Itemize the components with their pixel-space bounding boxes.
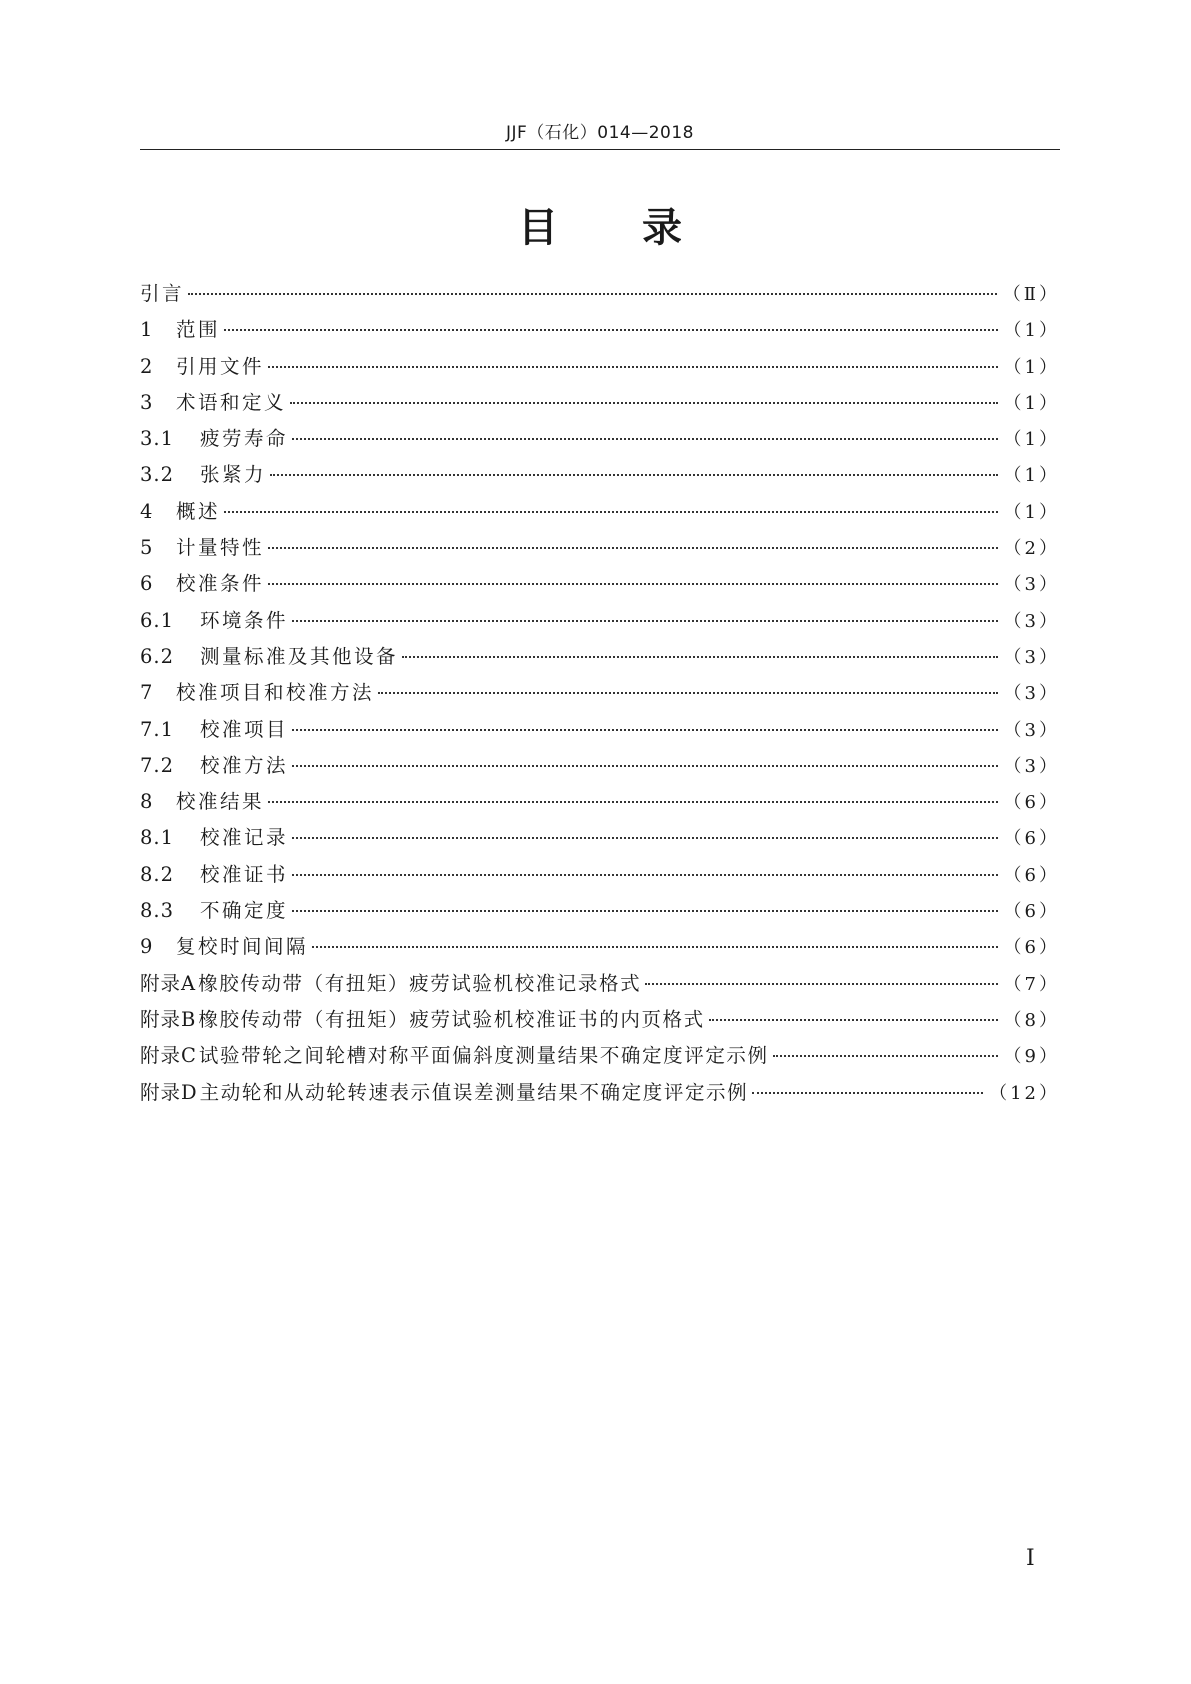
toc-entry[interactable] (140, 278, 1060, 314)
toc-entry-label: 校准证书 (200, 862, 289, 886)
toc-entry-number: 6.2 (140, 644, 175, 668)
toc-entry-page: （3） (1003, 683, 1060, 705)
toc-entry-label: 概述 (176, 499, 221, 523)
table-of-contents (140, 278, 1060, 1113)
toc-entry-number: 9 (140, 935, 154, 959)
toc-leader-dots (268, 546, 998, 549)
toc-entry-number: 3.2 (140, 463, 175, 487)
toc-entry-number: 7 (140, 681, 154, 705)
toc-leader-dots (292, 764, 998, 767)
page-title (140, 196, 1060, 253)
toc-entry-page: （6） (1003, 937, 1060, 959)
toc-entry-page: （1） (1003, 320, 1060, 342)
toc-entry[interactable] (140, 822, 1060, 858)
toc-leader-dots (224, 510, 998, 513)
toc-entry-number: 6 (140, 572, 154, 596)
toc-leader-dots (402, 655, 998, 658)
toc-entry-label: 引用文件 (176, 354, 265, 378)
toc-entry-label: 疲劳寿命 (200, 427, 289, 451)
toc-entry-page: （7） (1003, 973, 1060, 995)
toc-entry-number: 2 (140, 354, 154, 378)
toc-entry-label: 术语和定义 (176, 390, 287, 414)
toc-leader-dots (290, 401, 998, 404)
toc-leader-dots (709, 1018, 998, 1021)
toc-entry-label: 不确定度 (200, 899, 289, 923)
toc-entry[interactable] (140, 423, 1060, 459)
toc-entry-label: 范围 (176, 318, 221, 342)
toc-entry-page: （1） (1003, 501, 1060, 523)
toc-entry-page: （3） (1003, 610, 1060, 632)
toc-entry-label: 试验带轮之间轮槽对称平面偏斜度测量结果不确定度评定示例 (198, 1044, 769, 1068)
toc-leader-dots (292, 909, 998, 912)
toc-entry[interactable] (140, 387, 1060, 423)
toc-leader-dots (312, 945, 998, 948)
page-number: Ⅰ (1026, 1546, 1035, 1571)
toc-entry-page: （8） (1003, 1009, 1060, 1031)
toc-entry[interactable] (140, 496, 1060, 532)
toc-entry-label: 复校时间间隔 (176, 935, 309, 959)
toc-entry-number: 8.2 (140, 862, 175, 886)
toc-entry-label: 主动轮和从动轮转速表示值误差测量结果不确定度评定示例 (199, 1080, 749, 1104)
toc-entry[interactable] (140, 677, 1060, 713)
toc-entry[interactable] (140, 1077, 1060, 1113)
toc-entry-number: 附录B (140, 1007, 197, 1031)
toc-entry-number: 8 (140, 790, 154, 814)
toc-entry-number: 3 (140, 390, 154, 414)
toc-entry-page: （6） (1003, 864, 1060, 886)
toc-entry[interactable] (140, 750, 1060, 786)
toc-entry-number: 4 (140, 499, 154, 523)
toc-entry-label: 测量标准及其他设备 (200, 644, 399, 668)
toc-leader-dots (292, 728, 998, 731)
toc-leader-dots (268, 365, 998, 368)
toc-entry-number: 1 (140, 318, 154, 342)
toc-leader-dots (773, 1054, 998, 1057)
toc-entry-number: 附录A (140, 971, 197, 995)
toc-entry-page: （1） (1003, 465, 1060, 487)
toc-entry-number: 附录D (140, 1080, 198, 1104)
toc-entry-label: 橡胶传动带（有扭矩）疲劳试验机校准证书的内页格式 (198, 1007, 705, 1031)
toc-leader-dots (268, 800, 998, 803)
toc-entry[interactable] (140, 605, 1060, 641)
toc-entry-label: 张紧力 (200, 463, 267, 487)
toc-entry-page: （9） (1003, 1046, 1060, 1068)
toc-entry[interactable] (140, 314, 1060, 350)
toc-entry[interactable] (140, 568, 1060, 604)
toc-entry[interactable] (140, 859, 1060, 895)
toc-entry-number: 8.1 (140, 826, 175, 850)
toc-leader-dots (378, 691, 998, 694)
header-divider (140, 149, 1060, 150)
toc-entry[interactable] (140, 532, 1060, 568)
toc-leader-dots (292, 836, 998, 839)
toc-leader-dots (292, 873, 998, 876)
toc-leader-dots (752, 1091, 983, 1094)
toc-entry-page: （3） (1003, 755, 1060, 777)
title-char-1: 目 (518, 205, 558, 251)
toc-entry-page: （3） (1003, 574, 1060, 596)
toc-entry[interactable] (140, 1004, 1060, 1040)
toc-entry-label: 计量特性 (176, 536, 265, 560)
toc-entry-number: 7.2 (140, 753, 175, 777)
document-code-header: JJF（石化）014—2018 (505, 123, 695, 143)
toc-entry-number: 附录C (140, 1044, 197, 1068)
toc-entry-page: （3） (1003, 719, 1060, 741)
toc-entry[interactable] (140, 968, 1060, 1004)
toc-leader-dots (270, 473, 998, 476)
toc-entry-number: 7.1 (140, 717, 175, 741)
toc-entry[interactable] (140, 931, 1060, 967)
toc-entry-page: （Ⅱ） (1002, 284, 1060, 305)
toc-entry[interactable] (140, 641, 1060, 677)
toc-entry[interactable] (140, 1040, 1060, 1076)
toc-entry[interactable] (140, 895, 1060, 931)
toc-entry-page: （1） (1003, 429, 1060, 451)
toc-leader-dots (645, 982, 997, 985)
title-char-2: 录 (642, 205, 682, 251)
toc-entry-page: （1） (1003, 392, 1060, 414)
toc-entry-page: （1） (1003, 356, 1060, 378)
toc-entry-label: 环境条件 (200, 608, 289, 632)
toc-entry-label: 引言 (140, 282, 185, 305)
toc-entry-number: 6.1 (140, 608, 175, 632)
toc-entry-number: 5 (140, 536, 154, 560)
toc-leader-dots (188, 292, 997, 295)
toc-entry-number: 8.3 (140, 899, 175, 923)
toc-entry-page: （2） (1003, 538, 1060, 560)
toc-entry-page: （12） (989, 1082, 1060, 1104)
toc-entry-page: （6） (1003, 901, 1060, 923)
toc-entry-label: 校准项目 (200, 717, 289, 741)
toc-entry-label: 校准结果 (176, 790, 265, 814)
toc-entry-label: 校准方法 (200, 753, 289, 777)
toc-entry-page: （6） (1003, 828, 1060, 850)
toc-entry-page: （3） (1003, 646, 1060, 668)
toc-entry-page: （6） (1003, 792, 1060, 814)
toc-leader-dots (268, 582, 998, 585)
toc-entry[interactable] (140, 459, 1060, 495)
toc-leader-dots (292, 437, 998, 440)
toc-entry-label: 校准项目和校准方法 (176, 681, 375, 705)
toc-entry[interactable] (140, 786, 1060, 822)
toc-leader-dots (292, 619, 998, 622)
toc-entry-label: 校准记录 (200, 826, 289, 850)
toc-leader-dots (224, 328, 998, 331)
toc-entry-number: 3.1 (140, 427, 175, 451)
toc-entry-label: 橡胶传动带（有扭矩）疲劳试验机校准记录格式 (198, 971, 642, 995)
toc-entry[interactable] (140, 714, 1060, 750)
toc-entry[interactable] (140, 351, 1060, 387)
toc-entry-label: 校准条件 (176, 572, 265, 596)
